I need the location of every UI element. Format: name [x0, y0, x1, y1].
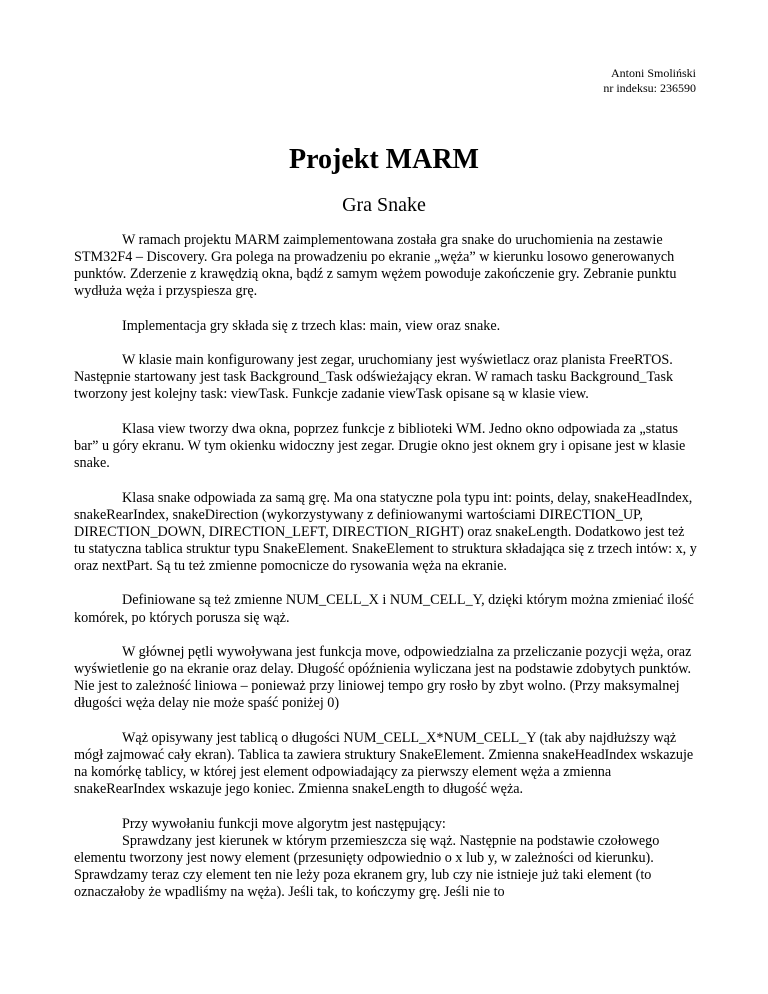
paragraph-main-loop: W głównej pętli wywoływana jest funkcja move, odpowiedzialna za przeliczanie pozycji węża, oraz wyświetlenie go na ekranie oraz delay. Długość opóźnienia wyliczana jest na podstawie zdobytych punktów. Nie jest to zależność liniowa – ponieważ przy liniowej tempo gry rosło by zbyt wolno. (Przy maksymalnej długości węża delay nie może spaść poniżej 0)	[74, 644, 692, 712]
paragraph-main-class: W klasie main konfigurowany jest zegar, uruchomiany jest wyświetlacz oraz planista FreeRTOS. Następnie startowany jest task Background_Task odświeżający ekran. W ramach tasku Background_Task tworzony jest kolejny task: viewTask. Funkcje zadanie viewTask opisane są w klasie view.	[74, 352, 674, 403]
index-number: nr indeksu: 236590	[603, 81, 696, 95]
paragraph-move-algorithm: Sprawdzany jest kierunek w którym przemieszcza się wąż. Następnie na podstawie czołowego elementu tworzony jest nowy element (przesunięty odpowiednio o x lub y, w zależności od kierunku). Sprawdzamy teraz czy element ten nie leży poza ekranem gry, lub czy nie istnieje już taki element (to oznaczałoby że wpadliśmy na węża). Jeśli tak, to kończymy grę. Jeśli nie to	[74, 832, 660, 900]
paragraph-intro: W ramach projektu MARM zaimplementowana została gra snake do uruchomienia na zestawie STM32F4 – Discovery. Gra polega na prowadzeniu po ekranie „węża” w kierunku losowo generowanych punktów. Zderzenie z krawędzią okna, bądź z samym wężem powoduje zakończenie gry. Zebranie punktu wydłuża węża i przyspiesza grę.	[74, 232, 677, 300]
paragraph-snake-class: Klasa snake odpowiada za samą grę. Ma ona statyczne pola typu int: points, delay, snakeHeadIndex, snakeRearIndex, snakeDirection (wykorzystywany z definiowanymi wartościami DIRECTION_UP, DIRECTION_DOWN, DIRECTION_LEFT, DIRECTION_RIGHT) oraz snakeLength. Dodatkowo jest też tu statyczna tablica struktur typu SnakeElement. SnakeElement to struktura składająca się z trzech intów: x, y oraz nextPart. Są tu też zmienne pomocnicze do rysowania węża na ekranie.	[74, 489, 697, 574]
page-subtitle: Gra Snake	[342, 194, 426, 216]
paragraph-snake-array: Wąż opisywany jest tablicą o długości NUM_CELL_X*NUM_CELL_Y (tak aby najdłuższy wąż mógł zajmować cały ekran). Tablica ta zawiera struktury SnakeElement. Zmienna snakeHeadIndex wskazuje na komórkę tablicy, w której jest element odpowiadający za pierwszy element węża a zmienna snakeRearIndex wskazuje jego koniec. Zmienna snakeLength to długość węża.	[74, 729, 694, 798]
author-block	[603, 66, 696, 96]
document-body	[74, 232, 699, 901]
paragraph-classes: Implementacja gry składa się z trzech klas: main, view oraz snake.	[122, 317, 501, 334]
paragraph-cell-constants: Definiowane są też zmienne NUM_CELL_X i NUM_CELL_Y, dzięki którym można zmieniać ilość komórek, po których porusza się wąż.	[74, 592, 694, 626]
page-title: Projekt MARM	[289, 144, 479, 175]
paragraph-move-intro: Przy wywołaniu funkcji move algorytm jest następujący:	[122, 815, 446, 832]
author-name: Antoni Smoliński	[610, 66, 696, 80]
paragraph-view-class: Klasa view tworzy dwa okna, poprzez funkcje z biblioteki WM. Jedno okno odpowiada za „status bar” u góry ekranu. W tym okienku widoczny jest zegar. Drugie okno jest oknem gry i opisane jest w klasie snake.	[74, 420, 686, 472]
